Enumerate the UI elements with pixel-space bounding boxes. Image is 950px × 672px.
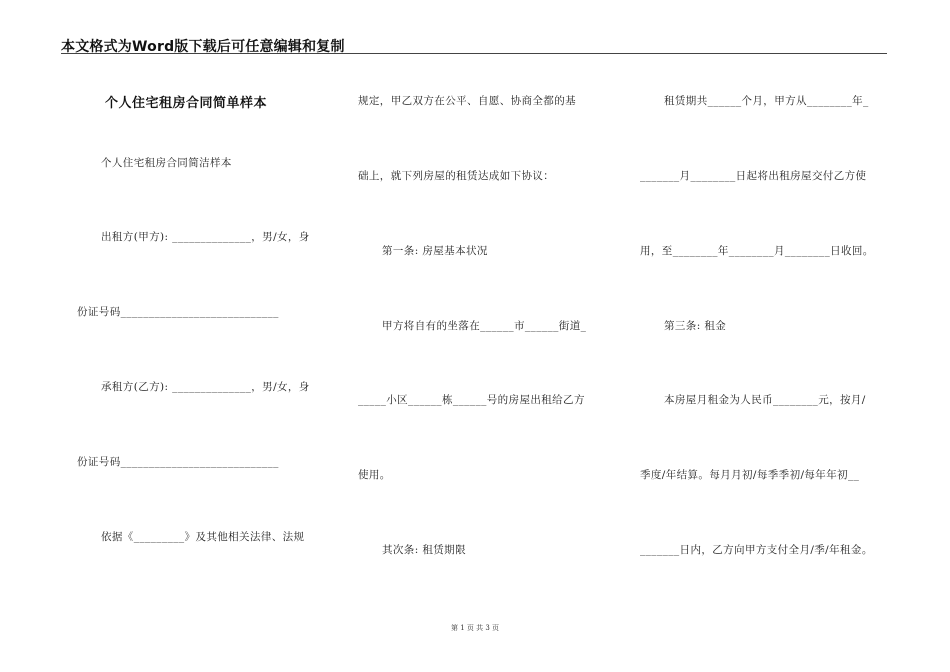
document-title: 个人住宅租房合同简单样本 xyxy=(105,96,268,111)
page-number: 第 1 页 共 3 页 xyxy=(450,624,500,632)
col1-line: 承租方(乙方): ______________，男/女，身 xyxy=(101,381,310,393)
col3-line: 用，至________年________月________日收回。 xyxy=(640,245,874,257)
col3-line: 租赁期共______个月，甲方从________年_ xyxy=(664,95,869,107)
col3-line: 第三条: 租金 xyxy=(664,320,727,332)
col2-line: 甲方将自有的坐落在______市______街道_ xyxy=(382,320,587,332)
document-header: 本文格式为Word版下载后可任意编辑和复制 xyxy=(61,39,345,55)
col3-line: _______日内，乙方向甲方支付全月/季/年租金。 xyxy=(640,544,873,556)
col2-line: 规定，甲乙双方在公平、自愿、协商全都的基 xyxy=(358,95,576,107)
col1-line: 出租方(甲方): ______________，男/女，身 xyxy=(101,231,310,243)
col3-line: _______月________日起将出租房屋交付乙方使 xyxy=(640,170,867,182)
col2-line: _____小区______栋______号的房屋出租给乙方 xyxy=(358,394,585,406)
col1-line: 个人住宅租房合同简洁样本 xyxy=(101,157,232,169)
col2-line: 第一条: 房屋基本状况 xyxy=(382,245,488,257)
col1-line: 份证号码____________________________ xyxy=(77,456,279,468)
col1-line: 份证号码____________________________ xyxy=(77,306,279,318)
col2-line: 其次条: 租赁期限 xyxy=(382,544,466,556)
col1-line: 依据《_________》及其他相关法律、法规 xyxy=(101,531,305,543)
col3-line: 季度/年结算。每月月初/每季季初/每年年初__ xyxy=(640,469,860,481)
header-divider xyxy=(61,53,887,54)
col2-line: 础上，就下列房屋的租赁达成如下协议： xyxy=(358,170,555,182)
col3-line: 本房屋月租金为人民币________元，按月/ xyxy=(664,394,866,406)
col2-line: 使用。 xyxy=(358,469,391,481)
